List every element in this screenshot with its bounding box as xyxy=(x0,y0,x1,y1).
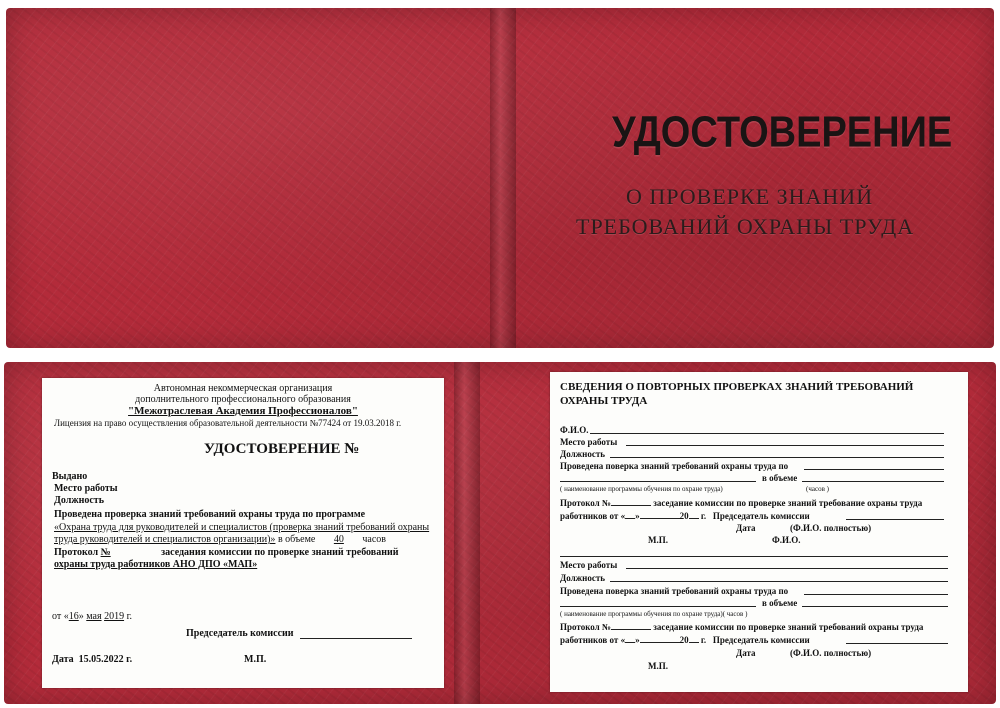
date-day: 16 xyxy=(68,611,79,622)
date-mid: » xyxy=(78,611,84,622)
protocol-label: Протокол xyxy=(54,547,99,558)
cover-title: УДОСТОВЕРЕНИЕ xyxy=(612,108,953,158)
protocol-label-1: Протокол № xyxy=(560,498,611,508)
position-label-1: Должность xyxy=(560,449,606,459)
year-g-2: г. xyxy=(700,635,707,645)
volume-line-1 xyxy=(802,481,944,482)
program-name-line1: «Охрана труда для руководителей и специалистов (проверка знаний требований охраны xyxy=(54,522,430,533)
workplace-line-1 xyxy=(626,445,944,446)
date-label-1: Дата xyxy=(736,523,756,533)
stamp-label: М.П. xyxy=(244,654,267,665)
program-line-2b xyxy=(560,606,756,607)
date-month: мая xyxy=(86,611,102,622)
program-line-2 xyxy=(804,594,948,595)
chairman-label-2: Председатель комиссии xyxy=(712,635,810,645)
fio-label-1b: Ф.И.О. xyxy=(772,535,801,545)
stamp-label-1: М.П. xyxy=(648,535,668,545)
program-note-1: ( наименование программы обучения по охране труда) xyxy=(560,485,723,493)
program-name-line2: труда руководителей и специалистов организации)» xyxy=(54,534,276,545)
certificate-title: УДОСТОВЕРЕНИЕ № xyxy=(204,441,360,457)
protocol-text-1: заседание комиссии по проверке знаний требование охраны труда xyxy=(653,498,923,508)
org-name: "Межотраслевая Академия Профессионалов" xyxy=(128,405,358,417)
protocol-text-line2: охраны труда работников АНО ДПО «МАП» xyxy=(54,559,258,570)
cover-spine xyxy=(490,8,516,348)
chairman-line-1 xyxy=(846,519,944,520)
workers-q-2: » xyxy=(635,635,640,645)
program-intro: Проведена проверка знаний требований охраны труда по программе xyxy=(54,509,366,520)
stamp-label-2: М.П. xyxy=(648,661,668,671)
volume-label-1: в объеме xyxy=(762,473,798,483)
date-suffix: г. xyxy=(126,611,133,622)
position-line-2 xyxy=(610,581,948,582)
cover-outside xyxy=(6,8,994,348)
volume-unit: часов xyxy=(362,534,387,545)
program-line-1 xyxy=(804,469,944,470)
volume-value: 40 xyxy=(333,534,344,545)
position-label: Должность xyxy=(54,495,105,506)
date-label-2: Дата xyxy=(736,648,756,658)
recheck-right-page xyxy=(550,372,968,692)
year-20-2: 20 xyxy=(679,635,689,645)
volume-line-2 xyxy=(802,606,948,607)
cover-subtitle-line1: О ПРОВЕРКЕ ЗНАНИЙ xyxy=(626,184,874,209)
protocol-number: № xyxy=(100,547,111,558)
issued-label: Выдано xyxy=(52,471,88,482)
date-year: 2019 xyxy=(104,611,125,622)
program-note-2: ( наименование программы обучения по охране труда)( часов ) xyxy=(560,610,748,618)
org-line-1: Автономная некоммерческая организация xyxy=(153,383,333,394)
fio-line xyxy=(590,433,944,434)
chairman-label-1: Председатель комиссии xyxy=(712,511,810,521)
workers-from-2: работников от « xyxy=(560,635,626,645)
protocol-text: заседания комиссии по проверке знаний требований xyxy=(161,547,399,558)
certificate-left-page xyxy=(42,378,444,688)
recheck-header-line2: ОХРАНЫ ТРУДА xyxy=(560,395,648,407)
fio-full-2: (Ф.И.О. полностью) xyxy=(790,648,872,658)
chairman-line-2 xyxy=(846,643,948,644)
protocol-text-2: заседание комиссии по проверке знаний требований охраны труда xyxy=(653,622,924,632)
volume-label-2: в объеме xyxy=(762,598,798,608)
workplace-label-2: Место работы xyxy=(560,560,618,570)
separator-line xyxy=(560,556,948,557)
org-line-2: дополнительного профессионального образования xyxy=(135,394,351,405)
workplace-label-1: Место работы xyxy=(560,437,618,447)
cover-inside-spine xyxy=(454,362,480,704)
workplace-label: Место работы xyxy=(54,483,118,494)
cover-subtitle-line2: ТРЕБОВАНИЙ ОХРАНЫ ТРУДА xyxy=(576,214,915,239)
issue-date-label: Дата xyxy=(52,654,74,665)
check-done-2: Проведена поверка знаний требований охраны труда по xyxy=(560,586,789,596)
issue-date-value: 15.05.2022 г. xyxy=(78,654,133,665)
protocol-label-2: Протокол № xyxy=(560,622,611,632)
check-done-1: Проведена поверка знаний требований охраны труда по xyxy=(560,461,789,471)
chairman-label: Председатель комиссии xyxy=(186,628,294,639)
fio-label: Ф.И.О. xyxy=(560,425,589,435)
recheck-header-line1: СВЕДЕНИЯ О ПОВТОРНЫХ ПРОВЕРКАХ ЗНАНИЙ ТРЕБОВАНИЙ xyxy=(560,381,914,393)
license-text: Лицензия на право осуществления образовательной деятельности №77424 от 19.03.2018 г. xyxy=(54,418,402,428)
volume-label: в объеме xyxy=(277,534,316,545)
position-line-1 xyxy=(610,457,944,458)
workers-q-1: » xyxy=(635,511,640,521)
workers-from-1: работников от « xyxy=(560,511,626,521)
position-label-2: Должность xyxy=(560,573,606,583)
workplace-line-2 xyxy=(626,568,948,569)
year-g-1: г. xyxy=(700,511,707,521)
program-line-1b xyxy=(560,481,756,482)
year-20-1: 20 xyxy=(679,511,689,521)
hours-note-1: (часов ) xyxy=(806,485,829,493)
date-prefix: от « xyxy=(52,611,69,622)
chairman-signature-line xyxy=(300,638,412,639)
fio-full-1: (Ф.И.О. полностью) xyxy=(790,523,872,533)
